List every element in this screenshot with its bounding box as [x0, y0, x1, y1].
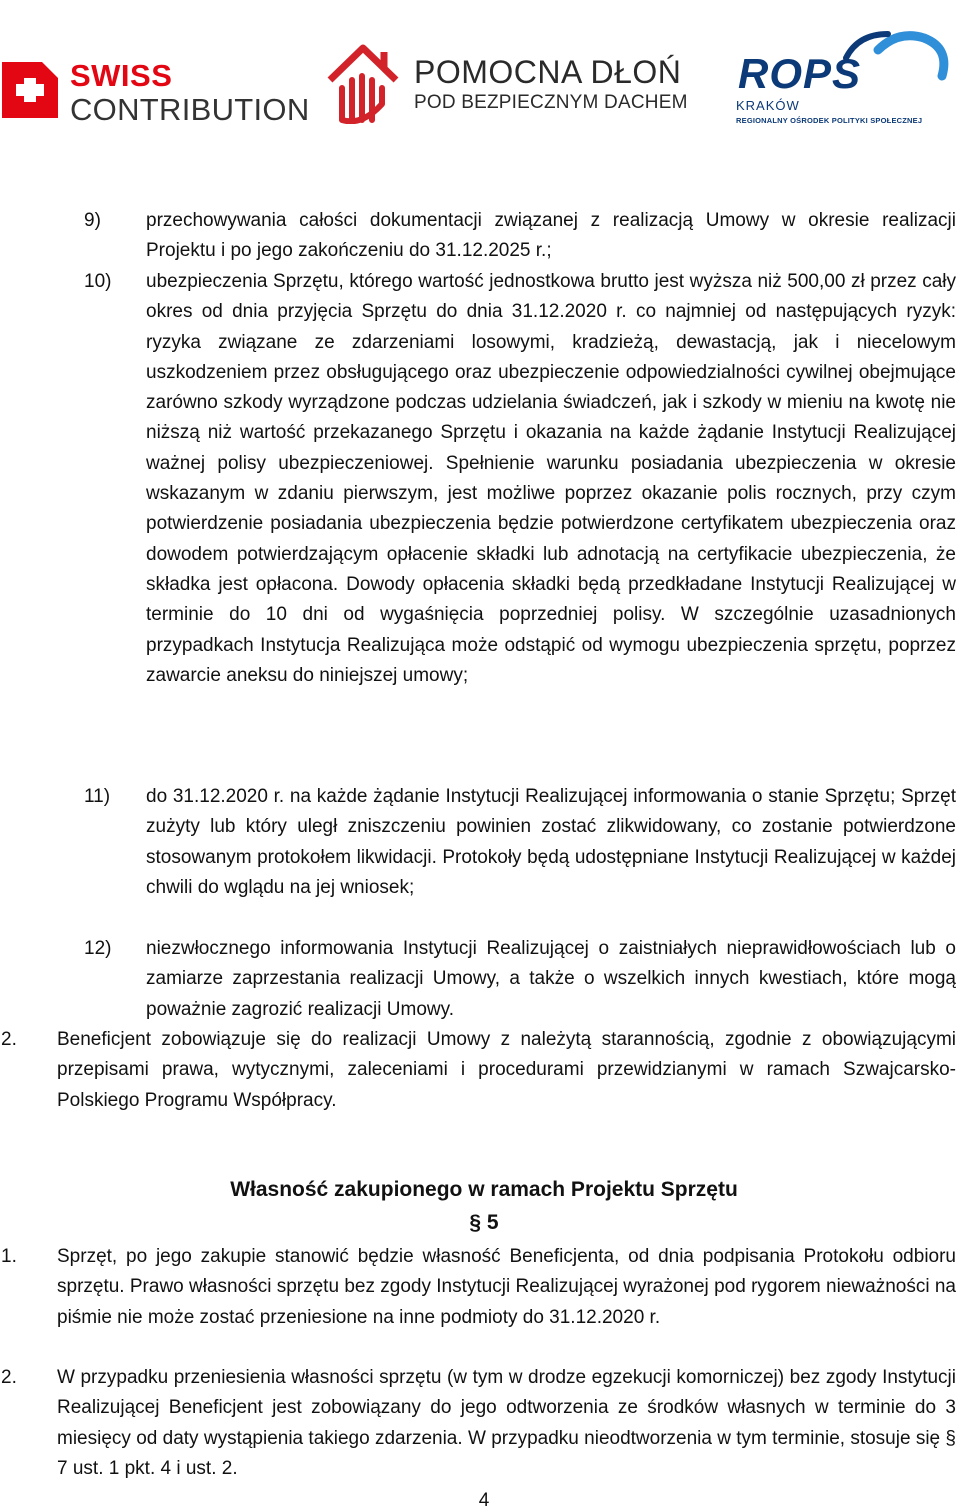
swiss-contribution-logo [0, 42, 310, 132]
rops-logo-line2: KRAKÓW [736, 98, 800, 113]
list-number: 10) [84, 271, 112, 292]
list-text: ubezpieczenia Sprzętu, którego wartość jednostkowa brutto jest wyższa niż 500,00 zł przez cały okres od dnia przyjęcia Sprzętu do dnia 31.12.2020 r. co najmniej od następujących ryzyk: ryzyka związane ze zdarzeniami losowymi, kradzieżą, dewastacją, jak i niecelowym uszkodzeniem przez obsługującego oraz ubezpieczenie odpowiedzialności cywilnej obejmujące zarówno szkody wyrządzone podczas udzielania świadczeń, jak i szkody w mieniu na kwotę nie niższą niż wartość przekazanego Sprzętu i okazania na każde żądanie Instytucji Realizującej ważnej polisy ubezpieczeniowej. Spełnienie warunku posiadania ubezpieczenia w okresie wskazanym w zdaniu pierwszym, jest możliwe poprzez okazanie polis rocznych, przy czym potwierdzenie posiadania ubezpieczenia będzie potwierdzone certyfikatem ubezpieczenia oraz dowodem potwierdzającym opłacenie składki lub adnotacją na certyfikacie ubezpieczenia, że składka jest opłacona. Dowody opłacenia składki będą przedkładane Instytucji Realizującej w terminie do 10 dni od wygaśnięcia poprzedniej polisy. W szczególnie uzasadnionych przypadkach Instytucja Realizująca może odstąpić od wymogu ubezpieczenia sprzętu, poprzez zawarcie aneksu do niniejszej umowy; [146, 271, 956, 686]
section5-item-1 [1, 1242, 956, 1333]
pomocna-logo-line1: POMOCNA DŁOŃ [414, 54, 682, 90]
list-number: 12) [84, 938, 112, 959]
list-text: przechowywania całości dokumentacji związanej z realizacją Umowy w okresie realizacji Projektu i po jego zakończeniu do 31.12.2025 r.; [146, 210, 956, 262]
point-text: W przypadku przeniesienia własności sprzętu (w tym w drodze egzekucji komorniczej) bez zgody Instytucji Realizującej Beneficjent jest zobowiązany do jego odtworzenia ze środków własnych w terminie do 3 miesięcy od daty wystąpienia takiego zdarzenia. W przypadku nieodtworzenia w tym terminie, stosuje się § 7 ust. 1 pkt. 4 i ust. 2. [57, 1367, 956, 1479]
house-hand-icon [324, 42, 402, 124]
list-item-12 [84, 934, 956, 1025]
point-text: Beneficjent zobowiązuje się do realizacji Umowy z należytą starannością, zgodnie z obowiązującymi przepisami prawa, wytycznymi, zaleceniami i procedurami przewidzianymi w ramach Szwajcarsko-Polskiego Programu Współpracy. [57, 1029, 956, 1111]
point-2 [1, 1025, 956, 1116]
swiss-logo-line1: SWISS [70, 58, 173, 93]
list-item-9 [84, 206, 956, 267]
section-title: Własność zakupionego w ramach Projektu Sprzętu [230, 1178, 738, 1201]
rops-logo-line3: REGIONALNY OŚRODEK POLITYKI SPOŁECZNEJ [736, 116, 923, 125]
paragraph-number: § 5 [469, 1211, 499, 1234]
section5-item-2 [1, 1363, 956, 1484]
point-number: 2. [1, 1029, 17, 1050]
point-number: 2. [1, 1367, 17, 1388]
list-number: 9) [84, 210, 101, 231]
page-number: 4 [478, 1490, 490, 1511]
list-item-10 [84, 267, 956, 691]
point-text: Sprzęt, po jego zakupie stanowić będzie własność Beneficjenta, od dnia podpisania Protokołu odbioru sprzętu. Prawo własności sprzętu bez zgody Instytucji Realizującej wyrażonej pod rygorem nieważności na piśmie nie może zostać przeniesione na inne podmioty do 31.12.2020 r. [57, 1246, 956, 1328]
swiss-logo-line2: CONTRIBUTION [70, 92, 310, 127]
list-text: do 31.12.2020 r. na każde żądanie Instytucji Realizującej informowania o stanie Sprzętu; Sprzęt zużyty lub który uległ zniszczeniu powinien zostać zlikwidowany, co zostanie potwierdzone stosowanym protokołem likwidacji. Protokoły będą udostępniane Instytucji Realizującej w każdej chwili do wglądu na jej wniosek; [146, 786, 956, 898]
list-number: 11) [84, 786, 111, 807]
pomocna-logo-line2: POD BEZPIECZNYM DACHEM [414, 92, 688, 113]
point-number: 1. [1, 1246, 17, 1267]
pomocna-dlon-logo [318, 42, 698, 132]
rops-logo-line1: ROPS [738, 50, 862, 97]
rops-logo [728, 28, 960, 132]
page-header [0, 0, 960, 150]
list-text: niezwłocznego informowania Instytucji Realizującej o zaistniałych nieprawidłowościach lub o zamiarze zaprzestania realizacji Umowy, a także o wszelkich innych kwestiach, które mogą poważnie zagrozić realizacji Umowy. [146, 938, 956, 1020]
list-item-11 [84, 782, 956, 903]
swiss-flag-icon [2, 62, 58, 118]
